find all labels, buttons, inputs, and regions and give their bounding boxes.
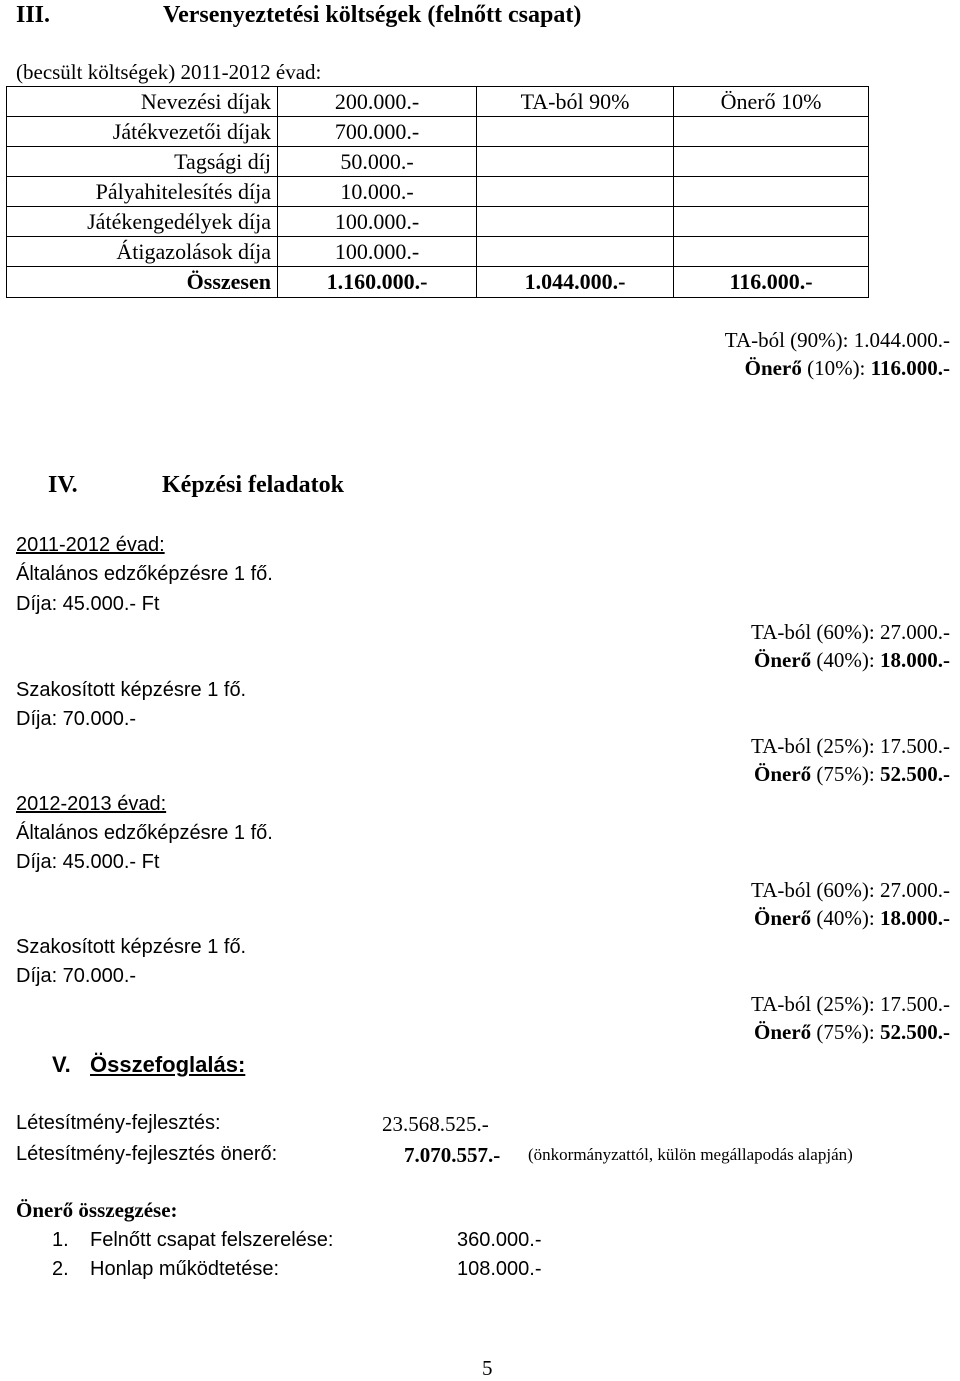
row-own bbox=[674, 207, 869, 237]
row-amount: 100.000.- bbox=[278, 237, 477, 267]
split-ta-value: 17.500.- bbox=[880, 992, 950, 1016]
facility-own-value: 7.070.557.- bbox=[404, 1143, 501, 1167]
season-1-special-ta bbox=[751, 734, 950, 759]
season-1-general: Általános edzőképzésre 1 fő. bbox=[16, 563, 273, 585]
row-label: Nevezési díjak bbox=[7, 87, 278, 117]
row-own bbox=[674, 177, 869, 207]
facility-dev-value: 23.568.525.- bbox=[382, 1112, 489, 1136]
row-ta: TA-ból 90% bbox=[477, 87, 674, 117]
row-ta bbox=[477, 117, 674, 147]
season-2-special-ta bbox=[751, 992, 950, 1017]
section-5-title: Összefoglalás: bbox=[90, 1052, 246, 1077]
table-row bbox=[7, 207, 869, 237]
split-ta-label: TA-ból (60%): bbox=[751, 878, 875, 902]
own-summary-rest: (10%): bbox=[801, 356, 866, 380]
section-4-title: Képzési feladatok bbox=[162, 472, 344, 498]
row-label: Játékvezetői díjak bbox=[7, 117, 278, 147]
table-row bbox=[7, 117, 869, 147]
own-item-1-num: 1. bbox=[52, 1229, 69, 1251]
split-own-value: 18.000.- bbox=[880, 906, 950, 930]
season-1-special-fee: Díja: 70.000.- bbox=[16, 708, 137, 730]
facility-own-note: (önkormányzattól, külön megállapodás alapján) bbox=[528, 1145, 853, 1164]
season-2-general-fee: Díja: 45.000.- Ft bbox=[16, 851, 160, 873]
cost-table bbox=[6, 86, 869, 298]
season-2-heading: 2012-2013 évad: bbox=[16, 793, 167, 815]
split-own-value: 18.000.- bbox=[880, 648, 950, 672]
own-summary-bold: Önerő bbox=[744, 356, 802, 380]
row-label: Tagsági díj bbox=[7, 147, 278, 177]
row-ta bbox=[477, 177, 674, 207]
section-3-title: Versenyeztetési költségek (felnőtt csapat) bbox=[163, 2, 582, 28]
table-row bbox=[7, 237, 869, 267]
facility-own-label: Létesítmény-fejlesztés önerő: bbox=[16, 1143, 278, 1165]
split-ta-value: 27.000.- bbox=[880, 620, 950, 644]
row-amount: 700.000.- bbox=[278, 117, 477, 147]
split-own-value: 52.500.- bbox=[880, 762, 950, 786]
split-own-value: 52.500.- bbox=[880, 1020, 950, 1044]
split-own-bold: Önerő bbox=[754, 906, 812, 930]
total-label: Összesen bbox=[7, 267, 278, 298]
row-own bbox=[674, 147, 869, 177]
row-ta bbox=[477, 147, 674, 177]
section-3-own-summary bbox=[745, 356, 950, 381]
section-3-ta-summary bbox=[725, 328, 950, 353]
page-number: 5 bbox=[482, 1356, 493, 1380]
facility-dev-label: Létesítmény-fejlesztés: bbox=[16, 1112, 221, 1134]
split-own-bold: Önerő bbox=[754, 648, 812, 672]
row-own: Önerő 10% bbox=[674, 87, 869, 117]
split-own-rest: (40%): bbox=[811, 648, 875, 672]
own-item-2-value: 108.000.- bbox=[457, 1258, 542, 1280]
row-label: Játékengedélyek díja bbox=[7, 207, 278, 237]
table-row bbox=[7, 177, 869, 207]
split-ta-value: 27.000.- bbox=[880, 878, 950, 902]
section-3-subtitle: (becsült költségek) 2011-2012 évad: bbox=[16, 60, 322, 84]
season-1-general-fee: Díja: 45.000.- Ft bbox=[16, 593, 160, 615]
ta-summary-value: 1.044.000.- bbox=[853, 328, 950, 352]
row-amount: 200.000.- bbox=[278, 87, 477, 117]
total-row bbox=[7, 267, 869, 298]
season-2-special: Szakosított képzésre 1 fő. bbox=[16, 936, 247, 958]
own-summary-title: Önerő összegzése: bbox=[16, 1198, 178, 1222]
row-amount: 100.000.- bbox=[278, 207, 477, 237]
row-own bbox=[674, 237, 869, 267]
own-item-1-value: 360.000.- bbox=[457, 1229, 542, 1251]
season-2-general-own bbox=[754, 906, 950, 931]
table-row bbox=[7, 87, 869, 117]
own-item-2-num: 2. bbox=[52, 1258, 69, 1280]
season-1-heading: 2011-2012 évad: bbox=[16, 534, 165, 556]
row-label: Átigazolások díja bbox=[7, 237, 278, 267]
row-ta bbox=[477, 207, 674, 237]
season-1-special-own bbox=[754, 762, 950, 787]
split-ta-label: TA-ból (25%): bbox=[751, 992, 875, 1016]
section-5-number: V. bbox=[52, 1052, 71, 1077]
split-own-bold: Önerő bbox=[754, 1020, 812, 1044]
table-row bbox=[7, 147, 869, 177]
row-label: Pályahitelesítés díja bbox=[7, 177, 278, 207]
split-own-bold: Önerő bbox=[754, 762, 812, 786]
total-ta: 1.044.000.- bbox=[477, 267, 674, 298]
season-2-special-fee: Díja: 70.000.- bbox=[16, 965, 137, 987]
split-ta-label: TA-ból (25%): bbox=[751, 734, 875, 758]
split-own-rest: (40%): bbox=[811, 906, 875, 930]
section-4-number: IV. bbox=[48, 472, 78, 498]
split-ta-value: 17.500.- bbox=[880, 734, 950, 758]
own-item-1-label: Felnőtt csapat felszerelése: bbox=[90, 1229, 334, 1251]
ta-summary-label: TA-ból (90%): bbox=[724, 328, 849, 352]
own-summary-value: 116.000.- bbox=[870, 356, 950, 380]
own-item-2-label: Honlap működtetése: bbox=[90, 1258, 280, 1280]
row-amount: 50.000.- bbox=[278, 147, 477, 177]
row-own bbox=[674, 117, 869, 147]
row-amount: 10.000.- bbox=[278, 177, 477, 207]
section-3-number: III. bbox=[16, 2, 51, 28]
row-ta bbox=[477, 237, 674, 267]
season-2-general: Általános edzőképzésre 1 fő. bbox=[16, 822, 273, 844]
season-2-general-ta bbox=[751, 878, 950, 903]
season-1-general-own bbox=[754, 648, 950, 673]
season-1-special: Szakosított képzésre 1 fő. bbox=[16, 679, 247, 701]
total-amount: 1.160.000.- bbox=[278, 267, 477, 298]
split-ta-label: TA-ból (60%): bbox=[751, 620, 875, 644]
season-2-special-own bbox=[754, 1020, 950, 1045]
split-own-rest: (75%): bbox=[811, 1020, 875, 1044]
season-1-general-ta bbox=[751, 620, 950, 645]
split-own-rest: (75%): bbox=[811, 762, 875, 786]
total-own: 116.000.- bbox=[674, 267, 869, 298]
